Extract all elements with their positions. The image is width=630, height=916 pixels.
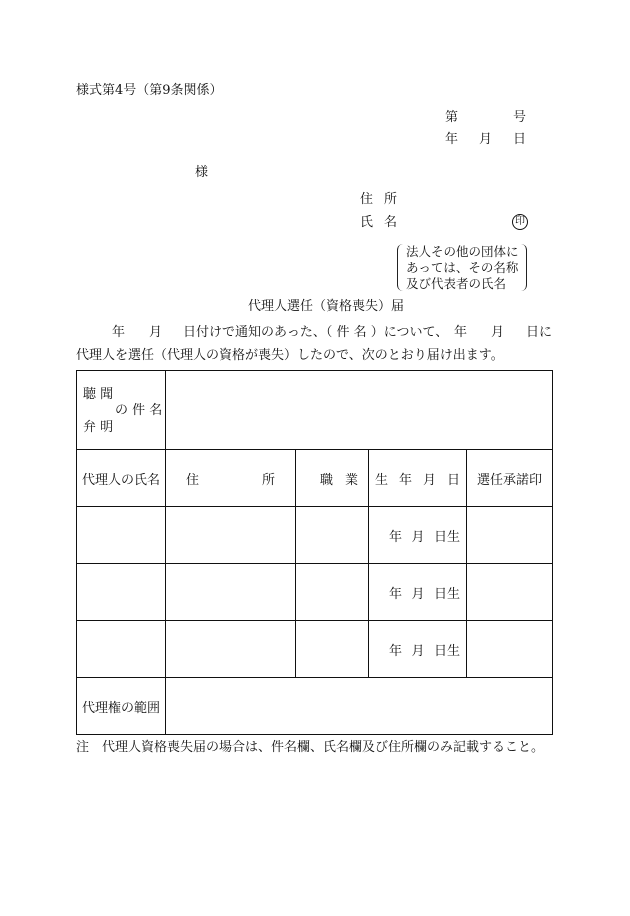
date-line: 年 月 日: [445, 132, 526, 147]
birth-cell[interactable]: 年 月 日生: [369, 621, 467, 678]
acceptance-seal-cell[interactable]: [467, 621, 553, 678]
agent-name-cell[interactable]: [77, 564, 166, 621]
subject-value-cell[interactable]: [166, 371, 553, 450]
header-acceptance-seal: 選任承諾印: [467, 450, 553, 507]
acceptance-seal-cell[interactable]: [467, 507, 553, 564]
occupation-cell[interactable]: [296, 621, 369, 678]
subject-row: [77, 371, 553, 450]
body-line-2: 代理人を選任（代理人の資格が喪失）したので、次のとおり届け出ます。: [76, 348, 504, 363]
document-title: 代理人選任（資格喪失）届: [248, 299, 405, 314]
agent-table: [76, 370, 553, 735]
table-row: [77, 564, 553, 621]
header-agent-name: 代理人の氏名: [77, 450, 166, 507]
corporate-note: 法人その他の団体に あっては、その名称 及び代表者の氏名: [397, 244, 527, 291]
name-label: 氏 名: [360, 215, 397, 230]
agent-name-cell[interactable]: [77, 621, 166, 678]
address-label: 住 所: [360, 192, 397, 207]
addressee-suffix: 様: [195, 165, 209, 180]
address-cell[interactable]: [166, 507, 296, 564]
scope-label: 代理権の範囲: [77, 678, 166, 735]
birth-cell[interactable]: 年 月 日生: [369, 507, 467, 564]
scope-row: [77, 678, 553, 735]
birth-cell[interactable]: 年 月 日生: [369, 564, 467, 621]
number-line: 第 号: [445, 110, 526, 125]
table-row: [77, 621, 553, 678]
seal-mark: 印: [512, 214, 528, 230]
scope-value-cell[interactable]: [166, 678, 553, 735]
header-row: [77, 450, 553, 507]
address-cell[interactable]: [166, 621, 296, 678]
form-id: 様式第4号（第9条関係）: [76, 83, 223, 98]
table-row: [77, 507, 553, 564]
footnote: 注 代理人資格喪失届の場合は、件名欄、氏名欄及び住所欄のみ記載すること。: [76, 740, 545, 755]
acceptance-seal-cell[interactable]: [467, 564, 553, 621]
occupation-cell[interactable]: [296, 564, 369, 621]
header-birth: 生 年 月 日: [369, 450, 467, 507]
subject-label-cell: 聴 聞 の 件 名 弁 明: [77, 371, 166, 450]
occupation-cell[interactable]: [296, 507, 369, 564]
agent-name-cell[interactable]: [77, 507, 166, 564]
header-address: 住 所: [166, 450, 296, 507]
address-cell[interactable]: [166, 564, 296, 621]
header-occupation: 職 業: [296, 450, 369, 507]
